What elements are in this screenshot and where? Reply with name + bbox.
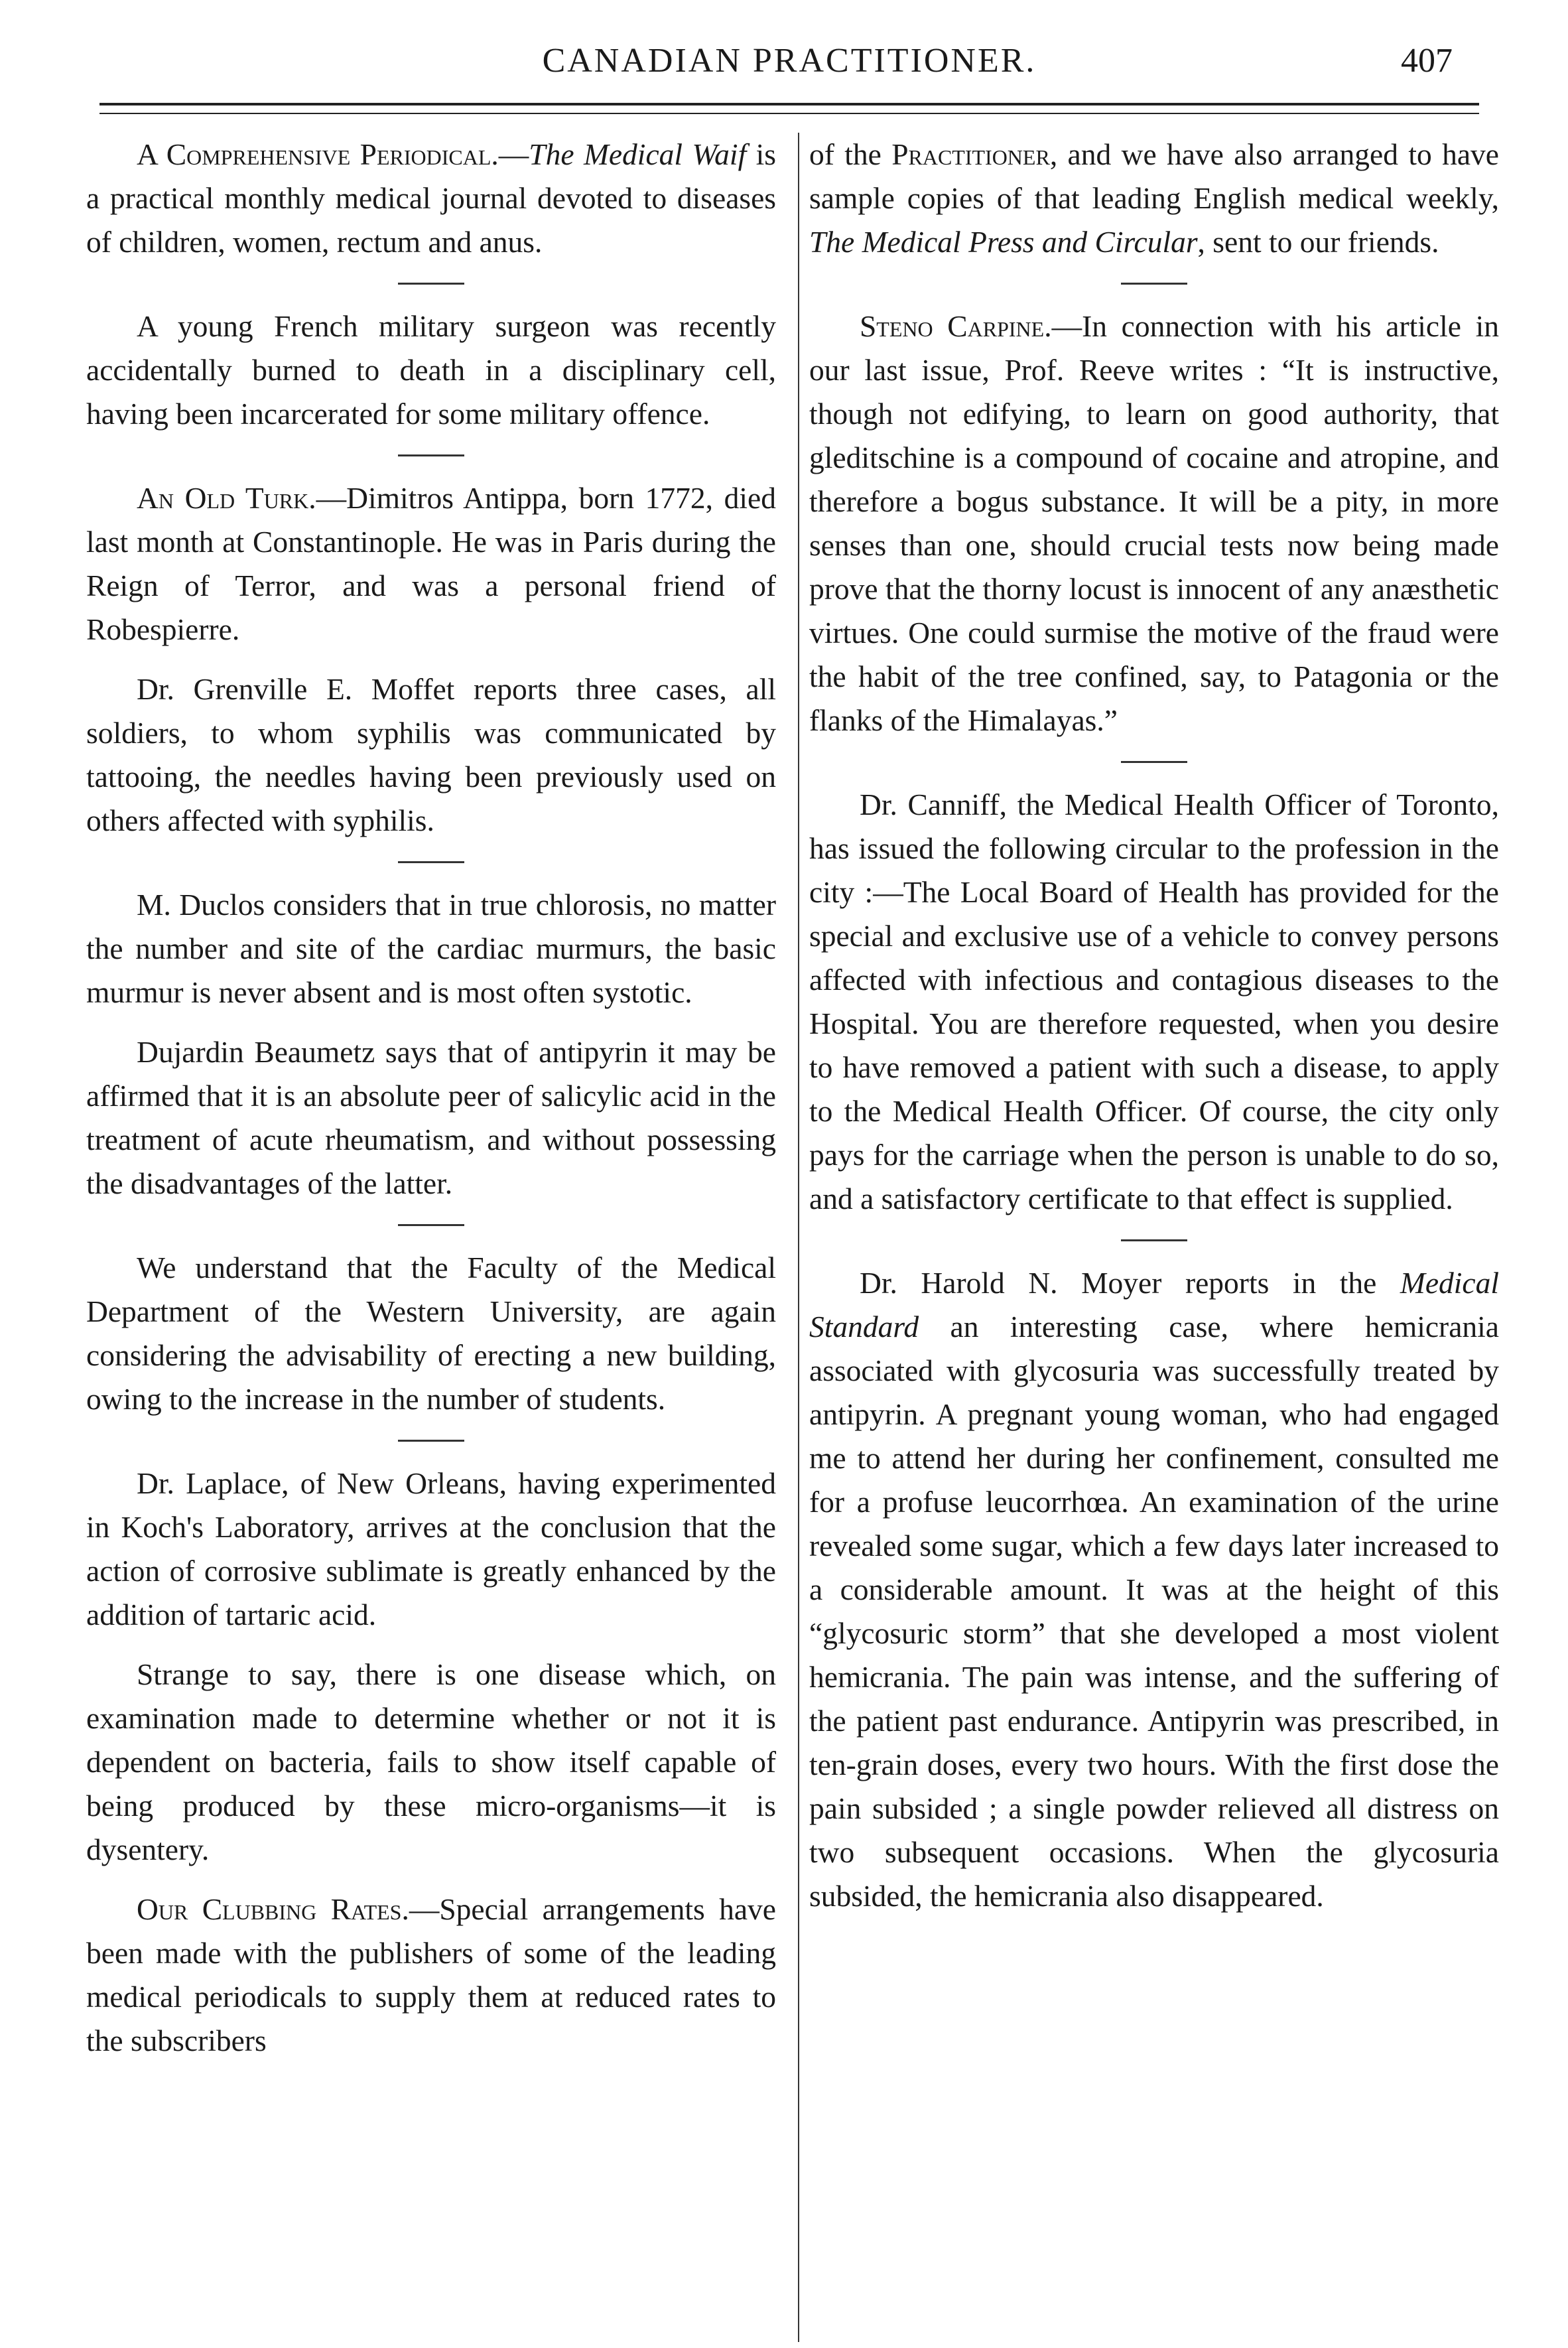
separator-rule [1121, 1239, 1187, 1241]
paragraph-clubbing-continued [809, 133, 1499, 264]
paragraph-text: , and we have also arranged to have sample copies of that leading English medical weekly, [809, 137, 1499, 215]
right-column [809, 133, 1499, 1918]
left-column [86, 133, 776, 2063]
paragraph-text: —In connection with his article in our last issue, Prof. Reeve writes : “It is instructive, though not edifying, to learn on good authority, that gleditschine is a compound of cocaine and atropine, and therefore a bogus substance. It will be a pity, in more senses than one, should crucial tests now being made prove that the thorny locust is innocent of any anæsthetic virtues. One could surmise the motive of the fraud were the habit of the tree confined, say, to Patagonia or the flanks of the Himalayas.” [809, 309, 1499, 737]
page-header [99, 41, 1479, 101]
paragraph-steno-carpine [809, 305, 1499, 742]
paragraph-old-turk [86, 476, 776, 652]
paragraph-clubbing-rates [86, 1888, 776, 2063]
paragraph-comprehensive-periodical [86, 133, 776, 264]
paragraph-heading: Our Clubbing Rates. [137, 1892, 409, 1926]
paragraph-text: , sent to our friends. [1197, 225, 1439, 259]
running-title: CANADIAN PRACTITIONER. [542, 42, 1037, 80]
paragraph-french-surgeon: A young French military surgeon was recently accidentally burned to death in a disciplinary cell, having been incarcerated for some military offence. [86, 309, 776, 431]
paragraph-heading: An Old Turk. [137, 481, 316, 515]
header-rule-thin [99, 113, 1479, 114]
paragraph-heading: A Comprehensive Periodical. [137, 137, 499, 171]
dash: — [498, 137, 529, 171]
separator-rule [1121, 761, 1187, 763]
paragraph-text: —Dimitros Antippa, born 1772, died last month at Constantinople. He was in Paris during the Reign of Terror, and was a personal friend of Robespierre. [86, 481, 776, 646]
journal-title: The Medical Waif [529, 137, 747, 171]
separator-rule [398, 861, 464, 863]
journal-name: Practitioner [891, 137, 1050, 171]
header-rule-thick [99, 103, 1479, 105]
paragraph-heading: Steno Carpine. [860, 309, 1052, 343]
paragraph-dysentery: Strange to say, there is one disease which, on examination made to determine whether or not it is dependent on bacteria, fails to show itself capable of being produced by these micro-organisms—it is dysentery. [86, 1657, 776, 1866]
paragraph-western-university: We understand that the Faculty of the Medical Department of the Western University, are again considering the advisability of erecting a new building, owing to the increase in the number of students. [86, 1251, 776, 1416]
paragraph-text: an interesting case, where hemicrania associated with glycosuria was successfully treated by antipyrin. A pregnant young woman, who had engaged me to attend her during her confinement, consulted me for a profuse leucorrhœa. An examination of the urine revealed some sugar, which a few days later increased to a considerable amount. It was at the height of this “glycosuric storm” that she developed a most violent hemicrania. The pain was intense, and the suffering of the patient past endurance. Antipyrin was prescribed, in ten-grain doses, every two hours. With the first dose the pain subsided ; a single powder relieved all distress on two subsequent occasions. When the glycosuria subsided, the hemicrania also disappeared. [809, 1310, 1499, 1913]
separator-rule [1121, 283, 1187, 285]
journal-title: Medical Standard [809, 1266, 1499, 1344]
separator-rule [398, 1440, 464, 1442]
page-number: 407 [1401, 42, 1453, 80]
paragraph-text: of the [809, 137, 892, 171]
separator-rule [398, 283, 464, 285]
paragraph-text: Dr. Harold N. Moyer reports in the [860, 1266, 1400, 1300]
paragraph-canniff-circular: Dr. Canniff, the Medical Health Officer of Toronto, has issued the following circular to the profession in the city :—The Local Board of Health has provided for the special and exclusive use of a vehicle to convey persons affected with infectious and contagious diseases to the Hospital. You are therefore requested, when you desire to have removed a patient with such a disease, to apply to the Medical Health Officer. Of course, the city only pays for the carriage when the person is unable to do so, and a satisfactory certificate to that effect is supplied. [809, 788, 1499, 1215]
journal-title: The Medical Press and Circular [809, 225, 1198, 259]
separator-rule [398, 1224, 464, 1226]
column-divider [798, 133, 799, 2342]
paragraph-moffet: Dr. Grenville E. Moffet reports three cases, all soldiers, to whom syphilis was communicated by tattooing, the needles having been previously used on others affected with syphilis. [86, 672, 776, 837]
paragraph-text: —Special arrangements have been made with the publishers of some of the leading medical periodicals to supply them at reduced rates to the subscribers [86, 1892, 777, 2057]
paragraph-duclos: M. Duclos considers that in true chlorosis, no matter the number and site of the cardiac murmurs, the basic murmur is never absent and is most often systotic. [86, 888, 776, 1009]
paragraph-moyer [809, 1261, 1499, 1918]
paragraph-laplace: Dr. Laplace, of New Orleans, having experimented in Koch's Laboratory, arrives at the conclusion that the action of corrosive sublimate is greatly enhanced by the addition of tartaric acid. [86, 1466, 776, 1631]
paragraph-beaumetz: Dujardin Beaumetz says that of antipyrin it may be affirmed that it is an absolute peer of salicylic acid in the treatment of acute rheumatism, and without possessing the disadvantages of the latter. [86, 1035, 776, 1200]
separator-rule [398, 454, 464, 456]
paragraph-text: is a practical monthly medical journal devoted to diseases of children, women, rectum and anus. [86, 137, 776, 259]
